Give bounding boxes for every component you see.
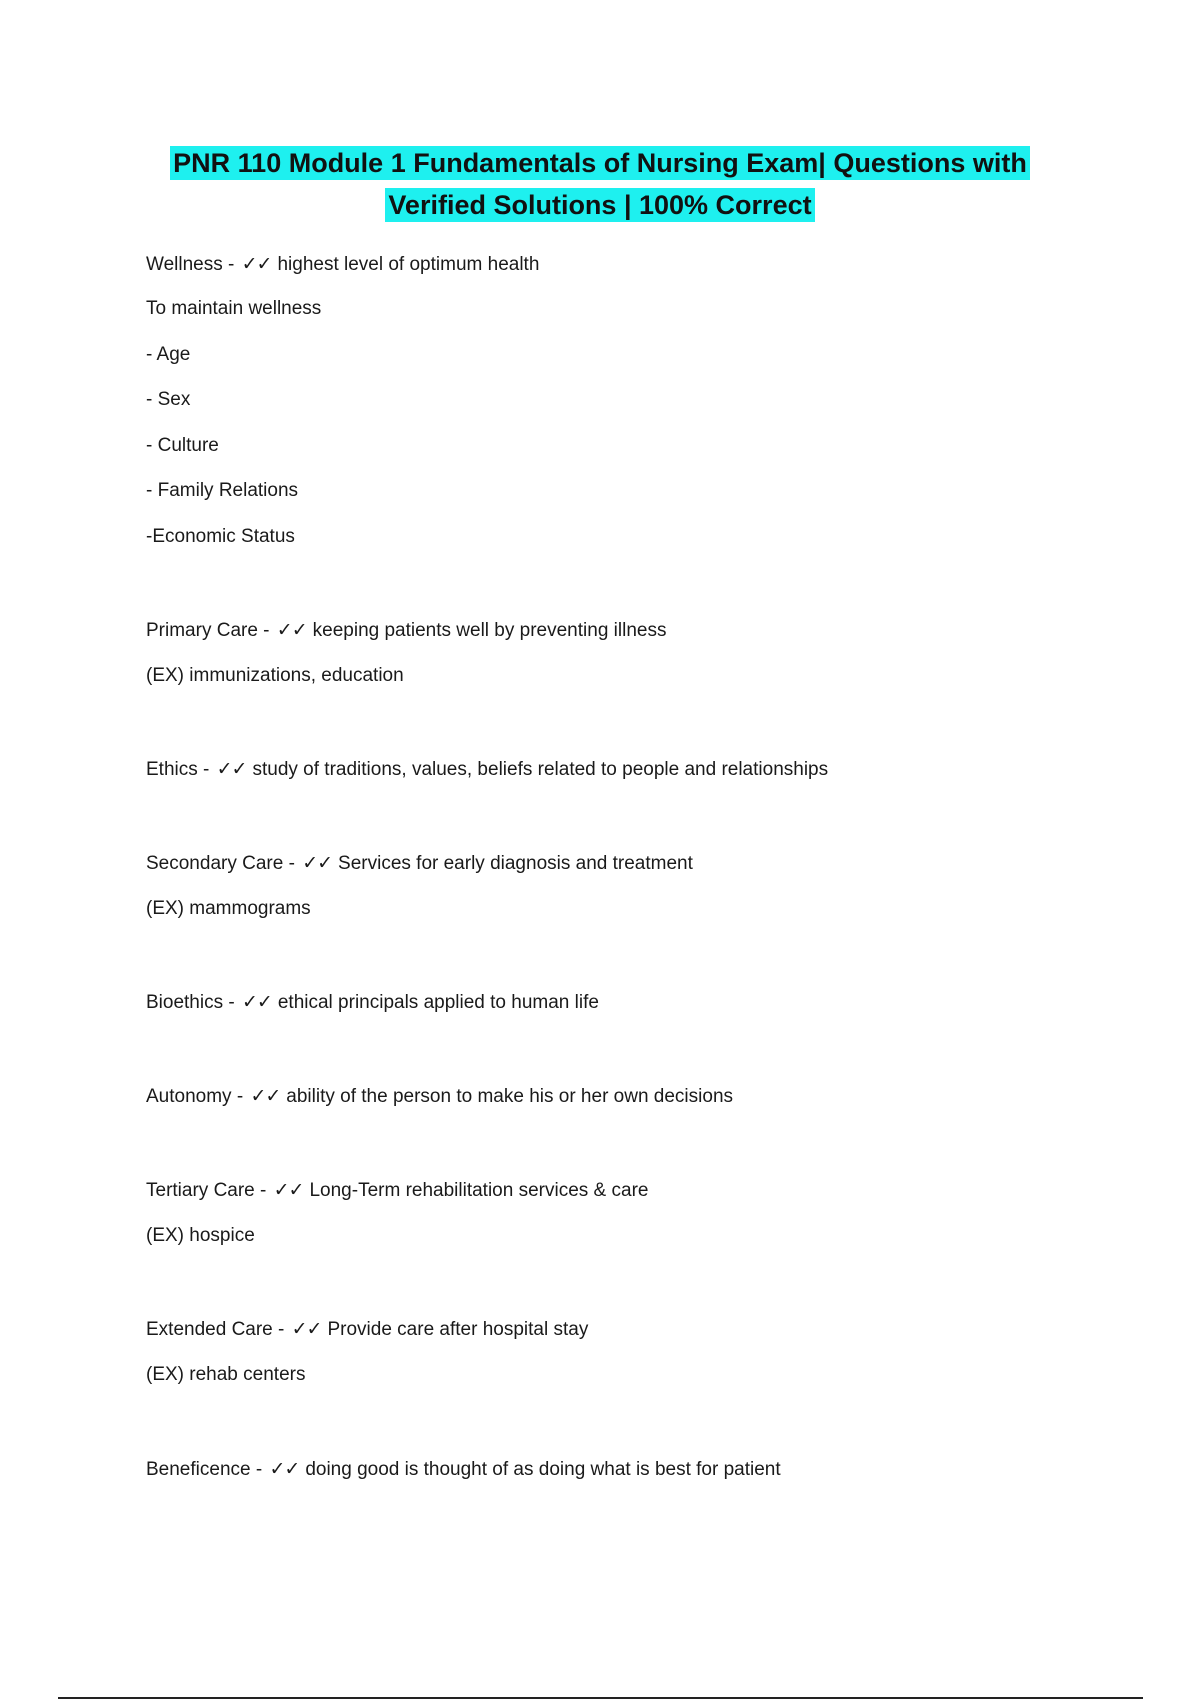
note-primary-example: (EX) immunizations, education — [146, 665, 404, 686]
definition: highest level of optimum health — [277, 254, 540, 275]
footer-divider — [58, 1697, 1143, 1699]
list-item-economic-status: -Economic Status — [146, 526, 295, 547]
double-check-icon: ✓✓ — [250, 1085, 281, 1107]
entry-bioethics — [146, 990, 599, 1015]
list-item-sex: - Sex — [146, 389, 191, 410]
double-check-icon: ✓✓ — [269, 1458, 300, 1480]
list-item-culture: - Culture — [146, 435, 219, 456]
term: Secondary Care — [146, 853, 284, 874]
entry-secondary-care — [146, 851, 693, 876]
definition: Provide care after hospital stay — [327, 1319, 589, 1340]
note-maintain-wellness: To maintain wellness — [146, 298, 322, 319]
definition: keeping patients well by preventing illness — [312, 620, 667, 641]
note-tertiary-example: (EX) hospice — [146, 1225, 255, 1246]
title-line-2: Verified Solutions | 100% Correct — [385, 188, 814, 222]
term: Wellness — [146, 254, 223, 275]
double-check-icon: ✓✓ — [216, 758, 247, 780]
definition: study of traditions, values, beliefs related to people and relationships — [252, 759, 829, 780]
definition: Long-Term rehabilitation services & care — [309, 1180, 649, 1201]
definition: ethical principals applied to human life — [277, 992, 599, 1013]
term: Primary Care — [146, 620, 258, 641]
separator: - — [197, 759, 215, 780]
term: Tertiary Care — [146, 1180, 255, 1201]
definition: ability of the person to make his or her own decisions — [286, 1086, 734, 1107]
separator: - — [272, 1319, 290, 1340]
entry-extended-care — [146, 1317, 588, 1342]
definition: Services for early diagnosis and treatment — [338, 853, 693, 874]
entry-primary-care — [146, 618, 666, 643]
list-item-family-relations: - Family Relations — [146, 480, 299, 501]
definition: doing good is thought of as doing what is best for patient — [305, 1459, 781, 1480]
term: Bioethics — [146, 992, 224, 1013]
separator: - — [223, 992, 240, 1013]
entry-beneficence — [146, 1457, 781, 1482]
double-check-icon: ✓✓ — [291, 1318, 322, 1340]
double-check-icon: ✓✓ — [302, 852, 333, 874]
term: Autonomy — [146, 1086, 232, 1107]
double-check-icon: ✓✓ — [276, 619, 307, 641]
entry-tertiary-care — [146, 1178, 648, 1203]
separator: - — [257, 620, 275, 641]
separator: - — [283, 853, 301, 874]
note-secondary-example: (EX) mammograms — [146, 898, 311, 919]
list-item-age: - Age — [146, 344, 191, 365]
note-extended-example: (EX) rehab centers — [146, 1364, 306, 1385]
entry-ethics — [146, 757, 828, 782]
double-check-icon: ✓✓ — [241, 253, 272, 275]
term: Extended Care — [146, 1319, 273, 1340]
document-title — [100, 142, 1100, 226]
separator: - — [222, 254, 240, 275]
separator: - — [231, 1086, 249, 1107]
double-check-icon: ✓✓ — [273, 1179, 304, 1201]
entry-wellness — [146, 252, 539, 277]
term: Beneficence — [146, 1459, 251, 1480]
title-line-1: PNR 110 Module 1 Fundamentals of Nursing Exam| Questions with — [170, 146, 1030, 180]
entry-autonomy — [146, 1084, 733, 1109]
double-check-icon: ✓✓ — [242, 991, 272, 1013]
separator: - — [250, 1459, 268, 1480]
term: Ethics — [146, 759, 198, 780]
separator: - — [254, 1180, 272, 1201]
